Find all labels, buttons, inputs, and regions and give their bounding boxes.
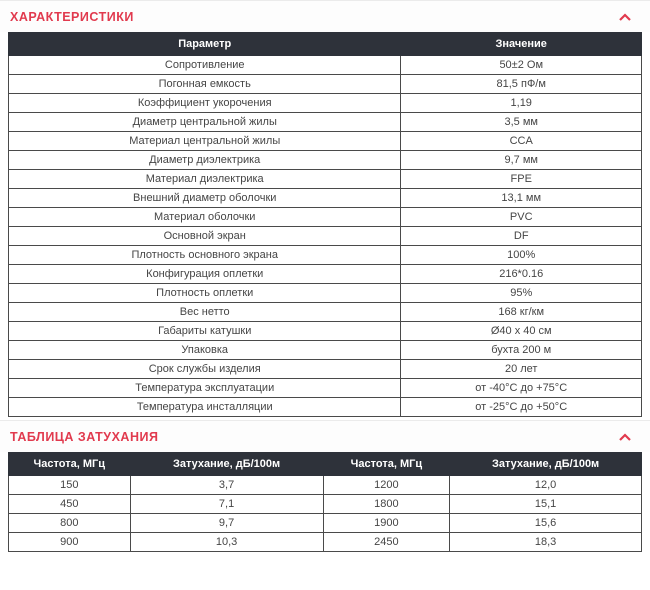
column-header-frequency-2: Частота, МГц (323, 453, 450, 476)
characteristics-table (8, 32, 642, 417)
section-header-attenuation[interactable] (0, 420, 650, 452)
column-header-parameter: Параметр (9, 33, 401, 56)
table-row (9, 94, 642, 113)
table-cell: Плотность оплетки (9, 284, 401, 303)
chevron-up-icon[interactable] (618, 13, 632, 22)
table-header-row (9, 33, 642, 56)
table-row (9, 398, 642, 417)
table-cell: Срок службы изделия (9, 360, 401, 379)
section-header-characteristics[interactable] (0, 0, 650, 32)
table-cell: 150 (9, 476, 131, 495)
column-header-attenuation-1: Затухание, дБ/100м (130, 453, 323, 476)
table-row (9, 379, 642, 398)
table-cell: Материал оболочки (9, 208, 401, 227)
table-row (9, 208, 642, 227)
column-header-value: Значение (401, 33, 642, 56)
table-cell: 2450 (323, 533, 450, 552)
table-cell: Материал диэлектрика (9, 170, 401, 189)
table-cell: DF (401, 227, 642, 246)
table-cell: Погонная емкость (9, 75, 401, 94)
table-cell: Ø40 x 40 см (401, 322, 642, 341)
attenuation-table (8, 452, 642, 552)
table-row (9, 151, 642, 170)
table-cell: PVC (401, 208, 642, 227)
table-cell: 95% (401, 284, 642, 303)
table-cell: Конфигурация оплетки (9, 265, 401, 284)
table-cell: 800 (9, 514, 131, 533)
section-attenuation (0, 420, 650, 552)
section-title-attenuation: ТАБЛИЦА ЗАТУХАНИЯ (10, 430, 159, 444)
table-cell: Диаметр центральной жилы (9, 113, 401, 132)
table-cell: 450 (9, 495, 131, 514)
table-row (9, 246, 642, 265)
table-cell: 1800 (323, 495, 450, 514)
chevron-up-icon[interactable] (618, 433, 632, 442)
table-cell: FPE (401, 170, 642, 189)
table-cell: Вес нетто (9, 303, 401, 322)
table-cell: 216*0.16 (401, 265, 642, 284)
table-cell: 10,3 (130, 533, 323, 552)
table-cell: 1,19 (401, 94, 642, 113)
table-cell: CCA (401, 132, 642, 151)
table-cell: Основной экран (9, 227, 401, 246)
column-header-frequency-1: Частота, МГц (9, 453, 131, 476)
table-row (9, 75, 642, 94)
table-cell: от -40°C до +75°C (401, 379, 642, 398)
table-cell: 7,1 (130, 495, 323, 514)
table-row (9, 132, 642, 151)
table-cell: Температура эксплуатации (9, 379, 401, 398)
table-cell: 3,5 мм (401, 113, 642, 132)
table-header-row (9, 453, 642, 476)
table-cell: Коэффициент укорочения (9, 94, 401, 113)
table-row (9, 170, 642, 189)
section-title-characteristics: ХАРАКТЕРИСТИКИ (10, 10, 134, 24)
table-cell: Габариты катушки (9, 322, 401, 341)
table-cell: 13,1 мм (401, 189, 642, 208)
column-header-attenuation-2: Затухание, дБ/100м (450, 453, 642, 476)
table-row (9, 476, 642, 495)
table-cell: Материал центральной жилы (9, 132, 401, 151)
table-row (9, 533, 642, 552)
table-cell: 9,7 мм (401, 151, 642, 170)
table-cell: от -25°C до +50°C (401, 398, 642, 417)
table-row (9, 341, 642, 360)
table-cell: бухта 200 м (401, 341, 642, 360)
table-row (9, 284, 642, 303)
table-cell: Температура инсталляции (9, 398, 401, 417)
table-row (9, 189, 642, 208)
table-row (9, 495, 642, 514)
table-cell: 50±2 Ом (401, 56, 642, 75)
table-row (9, 514, 642, 533)
table-cell: 168 кг/км (401, 303, 642, 322)
table-cell: 3,7 (130, 476, 323, 495)
table-cell: 18,3 (450, 533, 642, 552)
table-cell: 20 лет (401, 360, 642, 379)
table-row (9, 56, 642, 75)
table-cell: Упаковка (9, 341, 401, 360)
table-cell: Плотность основного экрана (9, 246, 401, 265)
table-row (9, 322, 642, 341)
table-row (9, 227, 642, 246)
table-row (9, 113, 642, 132)
table-row (9, 265, 642, 284)
table-cell: 1900 (323, 514, 450, 533)
table-cell: 9,7 (130, 514, 323, 533)
table-cell: 15,6 (450, 514, 642, 533)
table-row (9, 360, 642, 379)
table-cell: Диаметр диэлектрика (9, 151, 401, 170)
table-cell: 15,1 (450, 495, 642, 514)
table-cell: Сопротивление (9, 56, 401, 75)
table-cell: 100% (401, 246, 642, 265)
table-cell: 1200 (323, 476, 450, 495)
table-cell: 12,0 (450, 476, 642, 495)
table-row (9, 303, 642, 322)
table-cell: Внешний диаметр оболочки (9, 189, 401, 208)
table-cell: 81,5 пФ/м (401, 75, 642, 94)
table-cell: 900 (9, 533, 131, 552)
